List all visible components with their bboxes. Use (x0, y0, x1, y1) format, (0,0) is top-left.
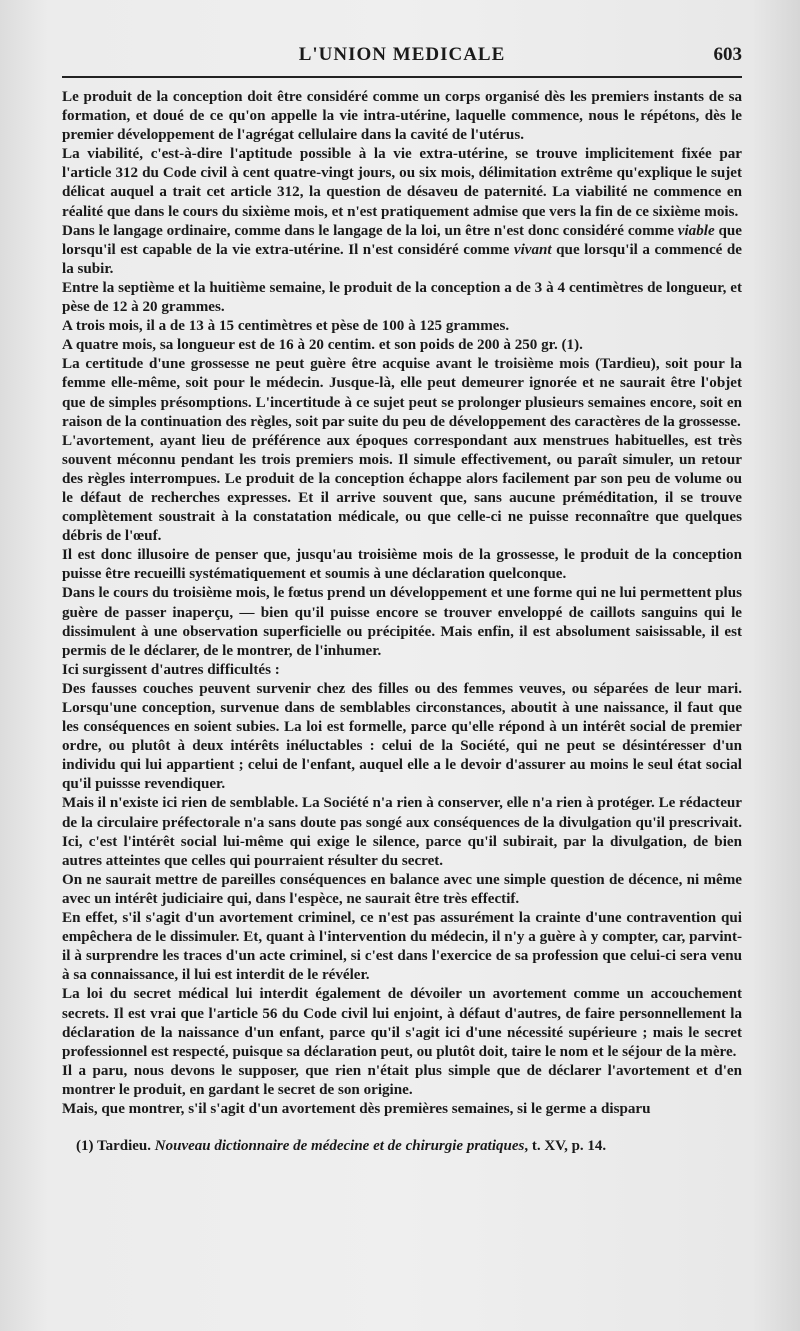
paragraph: A trois mois, il a de 13 à 15 centimètres et pèse de 100 à 125 grammes. (62, 318, 510, 335)
paragraph-text: Dans le langage ordinaire, comme dans le langage de la loi, un être n'est donc considéré comme (62, 222, 678, 239)
paragraph: La loi du secret médical lui interdit également de dévoiler un avortement comme un accouchement secrets. Il est vrai que l'article 56 du Code civil lui enjoint, à défaut d'autres, de faire personnellement la déclaration de la naissance d'un enfant, parce qu'il s'agit ici d'une nécessité supérieure ; mais le secret professionnel est respecté, puisque sa déclaration peut, ou plutôt doit, taire le nom et le séjour de la mère. (62, 986, 742, 1060)
footnote-marker: (1) (76, 1138, 94, 1155)
paragraph: Le produit de la conception doit être considéré comme un corps organisé dès les premiers instants de sa formation, et doué de ce qu'on appelle la vie intra-utérine, laquelle commence, nous le répétons, dès le premier développement de l'agrégat cellulaire dans la cavité de l'utérus. (62, 89, 742, 144)
paragraph-text: que lorsqu'il a commencé de la subir. (62, 241, 742, 277)
paragraph: L'avortement, ayant lieu de préférence aux époques correspondant aux menstrues habituelles, est très souvent méconnu pendant les trois premiers mois. Il simule effectivement, ou paraît simuler, un retour des règles interrompues. Le produit de la conception échappe alors facilement par son peu de volume ou le défaut de recherches expresses. Et il arrive souvent que, sans aucune préméditation, il se trouve complètement soustrait à la constatation médicale, ou que celle-ci ne puisse reconnaître que quelques débris de l'œuf. (62, 432, 742, 545)
header-rule (62, 76, 742, 78)
paragraph: A quatre mois, sa longueur est de 16 à 20 centim. et son poids de 200 à 250 gr. (1). (62, 337, 583, 354)
paragraph: Il a paru, nous devons le supposer, que rien n'était plus simple que de déclarer l'avortement et d'en montrer le produit, en gardant le secret de son origine. (62, 1062, 742, 1098)
paragraph: Dans le cours du troisième mois, le fœtus prend un développement et une forme qui ne lui permettent plus guère de passer inaperçu, — bien qu'il puisse encore se trouver enveloppé de caillots sanguins qui le dissimulent à une observation superficielle ou précipitée. Mais enfin, il est absolument saisissable, il est permis de le déclarer, de le montrer, de l'inhumer. (62, 585, 742, 659)
footnote (62, 1137, 742, 1156)
footnote-author: Tardieu. (93, 1138, 155, 1155)
footnote-ref: , t. XV, p. 14. (524, 1138, 607, 1155)
paragraph: Entre la septième et la huitième semaine, le produit de la conception a de 3 à 4 centimètres de longueur, et pèse de 12 à 20 grammes. (62, 279, 742, 316)
article-body (62, 88, 742, 1119)
paragraph-text: que lorsqu'il est capable de la vie extra-utérine. Il n'est considéré comme (62, 222, 742, 258)
paragraph: La certitude d'une grossesse ne peut guère être acquise avant le troisième mois (Tardieu), soit pour la femme elle-même, soit pour le médecin. Jusque-là, elle peut demeurer ignorée et ne saurait être l'objet que de simples présomptions. L'incertitude à ce sujet peut se prolonger plusieurs semaines encore, soit en raison de la continuation des règles, soit par suite du peu de développement des caractères de la grossesse. (62, 356, 742, 430)
journal-title: L'UNION MEDICALE (298, 44, 506, 65)
page-number: 603 (713, 44, 742, 65)
emphasis-viable: viable (677, 222, 715, 239)
paragraph: Des fausses couches peuvent survenir chez des filles ou des femmes veuves, ou séparées de leur mari. Lorsqu'une conception, survenue dans de semblables circonstances, aboutit à une naissance, il faut que les conséquences en soient subies. La loi est formelle, parce qu'elle répond à un intérêt social de premier ordre, ou plutôt à deux intérêts inéluctables : celui de la Société, qui ne peut se désintéresser d'un individu qui lui appartient ; celui de l'enfant, auquel elle a le devoir d'assurer au moins le seul état social qu'il puissse revendiquer. (62, 680, 742, 793)
paragraph: On ne saurait mettre de pareilles conséquences en balance avec une simple question de décence, ni même avec un intérêt judiciaire qui, dans l'espèce, ne saurait être très effectif. (62, 871, 742, 907)
paragraph (62, 222, 742, 279)
paragraph: Mais, que montrer, s'il s'agit d'un avortement dès premières semaines, si le germe a disparu (62, 1100, 651, 1117)
paragraph: Ici surgissent d'autres difficultés : (62, 661, 280, 678)
footnote-title: Nouveau dictionnaire de médecine et de chirurgie pratiques (154, 1138, 525, 1155)
paragraph: La viabilité, c'est-à-dire l'aptitude possible à la vie extra-utérine, se trouve implicitement fixée par l'article 312 du Code civil à cent quatre-vingt jours, ou six mois, délimitation extrême qu'explique le sujet délicat auquel a trait cet article 312, la question de désaveu de paternité. La viabilité ne commence en réalité que dans le cours du sixième mois, et n'est pratiquement admise que vers la fin de ce sixième mois. (62, 146, 742, 220)
emphasis-vivant: vivant (513, 241, 552, 258)
paragraph: Mais il n'existe ici rien de semblable. La Société n'a rien à conserver, elle n'a rien à protéger. Le rédacteur de la circulaire préfectorale n'a sans doute pas songé aux conséquences de la divulgation qu'il prescrivait. Ici, c'est l'intérêt social lui-même qui exige le silence, parce qu'il subirait, par la divulgation, de bien autres atteintes que celles qui pourraient résulter du secret. (62, 795, 742, 869)
paragraph: Il est donc illusoire de penser que, jusqu'au troisième mois de la grossesse, le produit de la conception puisse être recueilli systématiquement et soumis à une déclaration quelconque. (62, 547, 742, 583)
running-header (62, 36, 742, 76)
paragraph: En effet, s'il s'agit d'un avortement criminel, ce n'est pas assurément la crainte d'une contravention qui empêchera de le dissimuler. Et, quant à l'intervention du médecin, il n'y a guère à y compter, car, parvint-il à surprendre les traces d'un acte criminel, si c'est dans l'exercice de sa profession que celui-ci sera venu à sa connaissance, il lui est interdit de le révéler. (62, 910, 742, 984)
